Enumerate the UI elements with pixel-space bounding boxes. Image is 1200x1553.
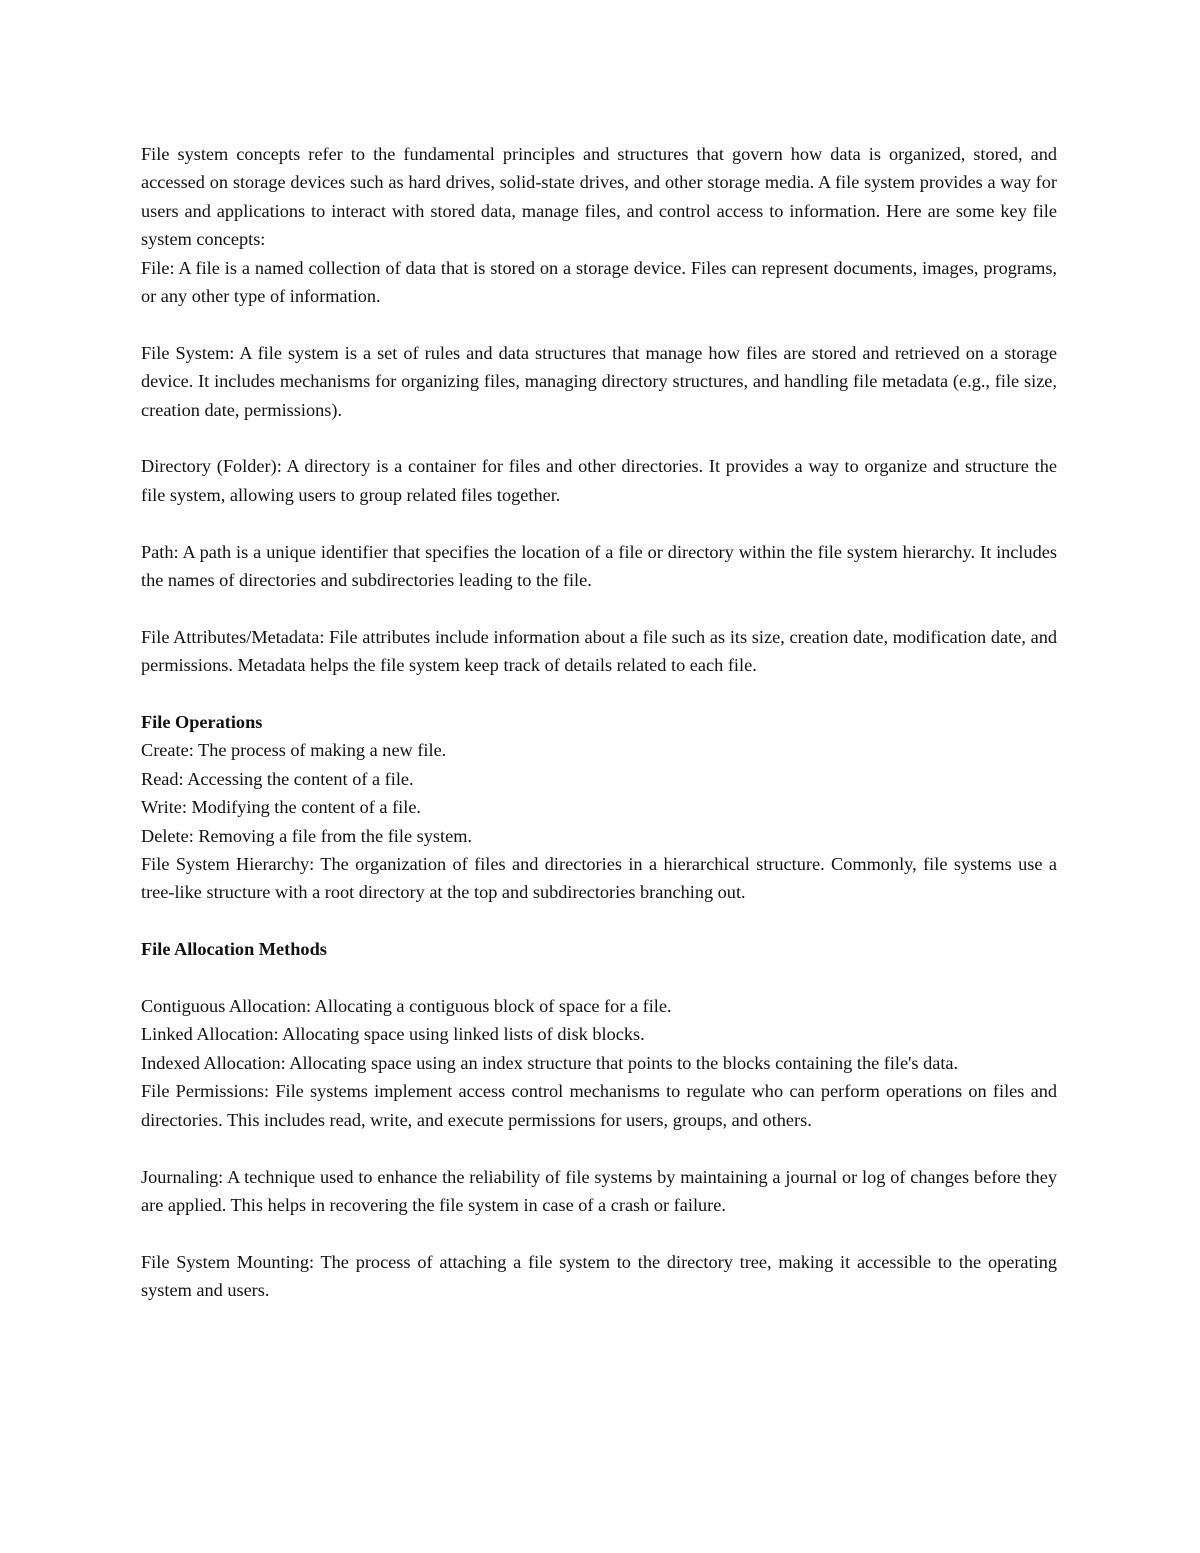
operation-delete: Delete: Removing a file from the file system. — [141, 825, 472, 846]
contiguous-allocation: Contiguous Allocation: Allocating a contiguous block of space for a file. — [141, 996, 672, 1017]
operation-write: Write: Modifying the content of a file. — [141, 797, 422, 818]
spacer — [141, 680, 1057, 708]
journaling-definition: Journaling: A technique used to enhance the reliability of file systems by maintaining a journal or log of changes before they are applied. This helps in recovering the file system in case of a crash or failure. — [141, 1166, 1057, 1215]
file-operations-heading: File Operations — [141, 712, 263, 733]
indexed-allocation: Indexed Allocation: Allocating space using an index structure that points to the blocks containing the file's data. — [141, 1052, 959, 1073]
file-definition: File: A file is a named collection of data that is stored on a storage device. Files can represent documents, images, programs, or any other type of information. — [141, 257, 1057, 307]
file-permissions: File Permissions: File systems implement access control mechanisms to regulate who can perform operations on files and directories. This includes read, write, and execute permissions for users, groups, and others. — [141, 1081, 1057, 1130]
document-page — [141, 140, 1057, 1305]
spacer — [141, 509, 1057, 537]
spacer — [141, 310, 1057, 338]
spacer — [141, 964, 1057, 992]
mounting-definition: File System Mounting: The process of attaching a file system to the directory tree, making it accessible to the operating system and users. — [141, 1251, 1057, 1301]
intro-paragraph: File system concepts refer to the fundamental principles and structures that govern how data is organized, stored, and accessed on storage devices such as hard drives, solid-state drives, and other storage media. A file system provides a way for users and applications to interact with stored data, manage files, and control access to information. Here are some key file system concepts: — [141, 144, 1057, 250]
path-definition: Path: A path is a unique identifier that specifies the location of a file or directory within the file system hierarchy. It includes the names of directories and subdirectories leading to the file. — [141, 541, 1057, 591]
spacer — [141, 594, 1057, 622]
spacer — [141, 424, 1057, 452]
file-system-definition: File System: A file system is a set of rules and data structures that manage how files are stored and retrieved on a storage device. It includes mechanisms for organizing files, managing directory structures, and handling file metadata (e.g., file size, creation date, permissions). — [141, 342, 1057, 420]
file-allocation-heading: File Allocation Methods — [141, 939, 327, 960]
spacer — [141, 1219, 1057, 1247]
linked-allocation: Linked Allocation: Allocating space using linked lists of disk blocks. — [141, 1024, 645, 1045]
attributes-definition: File Attributes/Metadata: File attributes include information about a file such as its size, creation date, modification date, and permissions. Metadata helps the file system keep track of details related to each file. — [141, 626, 1057, 676]
spacer — [141, 1134, 1057, 1162]
spacer — [141, 907, 1057, 935]
operation-read: Read: Accessing the content of a file. — [141, 768, 414, 789]
file-system-hierarchy: File System Hierarchy: The organization of files and directories in a hierarchical structure. Commonly, file systems use a tree-like structure with a root directory at the top and subdirectories branching out. — [141, 854, 1057, 903]
directory-definition: Directory (Folder): A directory is a container for files and other directories. It provides a way to organize and structure the file system, allowing users to group related files together. — [141, 456, 1057, 505]
operation-create: Create: The process of making a new file. — [141, 740, 447, 761]
